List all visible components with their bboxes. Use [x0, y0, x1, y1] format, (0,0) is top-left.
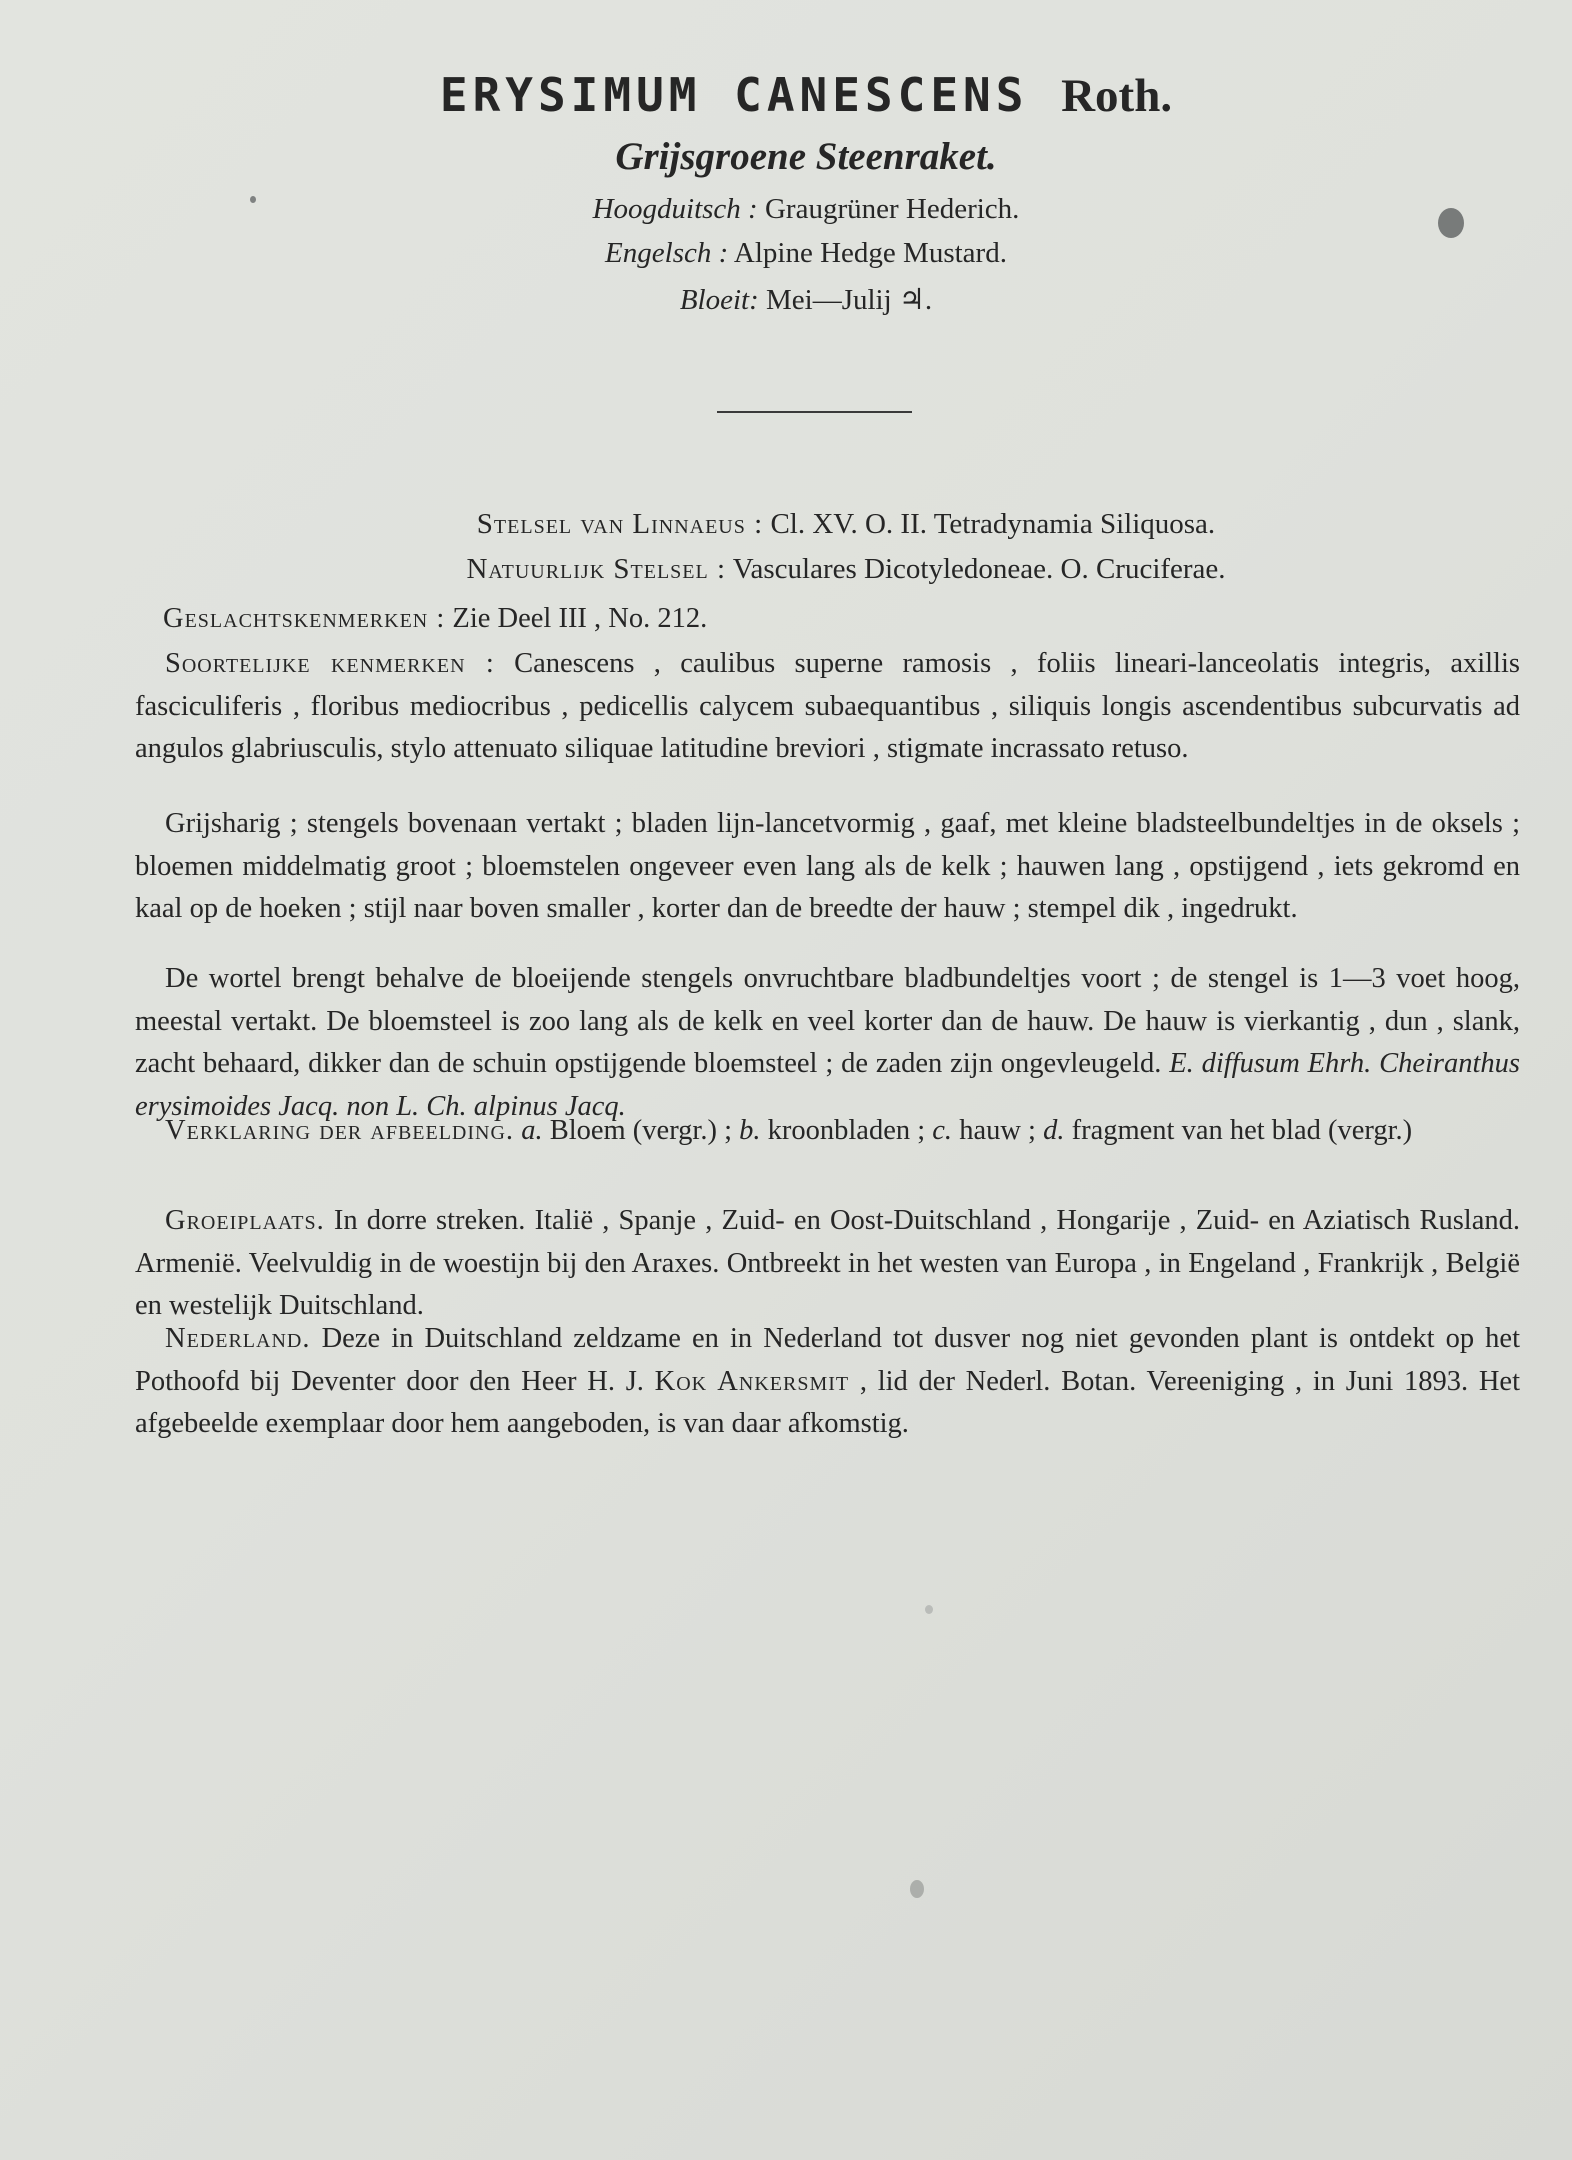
figure-key-a: a.: [521, 1115, 543, 1146]
species-name: ERYSIMUM CANESCENS: [439, 68, 1029, 122]
genus-value: Zie Deel III , No. 212.: [452, 603, 708, 634]
genus-label: Geslachtskenmerken :: [163, 603, 446, 634]
figure-text-a: Bloem (vergr.) ;: [549, 1115, 733, 1146]
habitat-text: In dorre streken. Italië , Spanje , Zuid- en Oost-Duitschland , Hongarije , Zuid- en Aziatisch Rusland. Armenië. Veelvuldig in de woestijn bij den Araxes. Ontbreekt in het westen van Europa , in Engeland , Frankrijk , België en westelijk Duitschland.: [135, 1205, 1520, 1321]
bloom-line: [0, 282, 1572, 317]
natural-label: Natuurlijk Stelsel :: [466, 553, 727, 585]
species-label: Soortelijke kenmerken :: [165, 648, 495, 679]
figure-key-b: b.: [739, 1115, 761, 1146]
dutch-name: Grijsgroene Steenraket.: [615, 135, 997, 178]
species-characters: [135, 643, 1520, 771]
german-label: Hoogduitsch :: [592, 193, 758, 225]
figure-legend: [135, 1110, 1520, 1153]
figure-key-d: d.: [1043, 1115, 1065, 1146]
english-value: Alpine Hedge Mustard.: [733, 237, 1007, 269]
species-title: [0, 68, 1572, 123]
linnaeus-value: Cl. XV. O. II. Tetradynamia Siliquosa.: [770, 508, 1216, 540]
natural-value: Vasculares Dicotyledoneae. O. Cruciferae.: [732, 553, 1226, 585]
natural-system-line: [0, 553, 1572, 586]
english-label: Engelsch :: [605, 237, 729, 269]
german-name-line: [0, 193, 1572, 226]
habitat-label: Groeiplaats.: [165, 1205, 325, 1236]
species-value: Canescens , caulibus superne ramosis , foliis lineari-lanceolatis integris, axillis fasciculiferis , floribus mediocribus , pedicellis calycem subaequantibus , siliquis longis ascendentibus subcurvatis ad angulos glabriusculis, stylo attenuato siliquae latitudine breviori , stigmate incrassato retuso.: [135, 648, 1520, 764]
description-paragraph: Grijsharig ; stengels bovenaan vertakt ; bladen lijn-lancetvormig , gaaf, met kleine bladsteelbundeltjes in de oksels ; bloemen middelmatig groot ; bloemstelen ongeveer even lang als de kelk ; hauwen lang , opstijgend , iets gekromd en kaal op de hoeken ; stijl naar boven smaller , korter dan de breedte der hauw ; stempel dik , ingedrukt.: [135, 808, 1520, 924]
discoverer-name: Kok Ankersmit: [654, 1365, 850, 1397]
notes-text: De wortel brengt behalve de bloeijende stengels onvruchtbare bladbundeltjes voort ; de stengel is 1—3 voet hoog, meestal vertakt. De bloemsteel is zoo lang als de kelk en veel korter dan de hauw. De hauw is vierkantig , dun , slank, zacht behaard, dikker dan de schuin opstijgende bloemsteel ; de zaden zijn ongevleugeld.: [135, 963, 1520, 1079]
netherlands-text-before: Deze in Duitschland zeldzame en in Nederland tot dusver nog niet gevonden plant is ontdekt op het Pothoofd bij Deventer door den Heer H. J.: [135, 1323, 1520, 1397]
bloom-value: Mei—Julij ♃.: [766, 284, 933, 316]
habitat-paragraph: [135, 1200, 1520, 1328]
species-author: Roth.: [1061, 70, 1173, 122]
figure-label: Verklaring der afbeelding.: [165, 1115, 515, 1146]
linnaeus-line: [0, 508, 1572, 541]
figure-text-d: fragment van het blad (vergr.): [1071, 1115, 1413, 1146]
genus-characters: [163, 598, 1548, 641]
german-value: Graugrüner Hederich.: [764, 193, 1020, 225]
synonyms-text: E. diffusum Ehrh. Cheiranthus erysimoides Jacq. non L. Ch. alpinus Jacq.: [135, 1048, 1521, 1122]
netherlands-text-after: , lid der Nederl. Botan. Vereeniging , in Juni 1893. Het afgebeelde exemplaar door hem aangeboden, is van daar afkomstig.: [135, 1365, 1520, 1439]
figure-text-b: kroonbladen ;: [767, 1115, 926, 1146]
bloom-label: Bloeit:: [679, 284, 759, 316]
linnaeus-label: Stelsel van Linnaeus :: [476, 508, 764, 540]
figure-text-c: hauw ;: [959, 1115, 1036, 1146]
ink-spot: [910, 1880, 924, 1898]
ink-spot: [925, 1605, 933, 1614]
english-name-line: [0, 237, 1572, 270]
figure-key-c: c.: [932, 1115, 953, 1146]
netherlands-paragraph: [135, 1318, 1520, 1446]
netherlands-label: Nederland.: [165, 1323, 311, 1354]
divider-rule: [717, 411, 912, 413]
notes-paragraph: [135, 958, 1520, 1128]
